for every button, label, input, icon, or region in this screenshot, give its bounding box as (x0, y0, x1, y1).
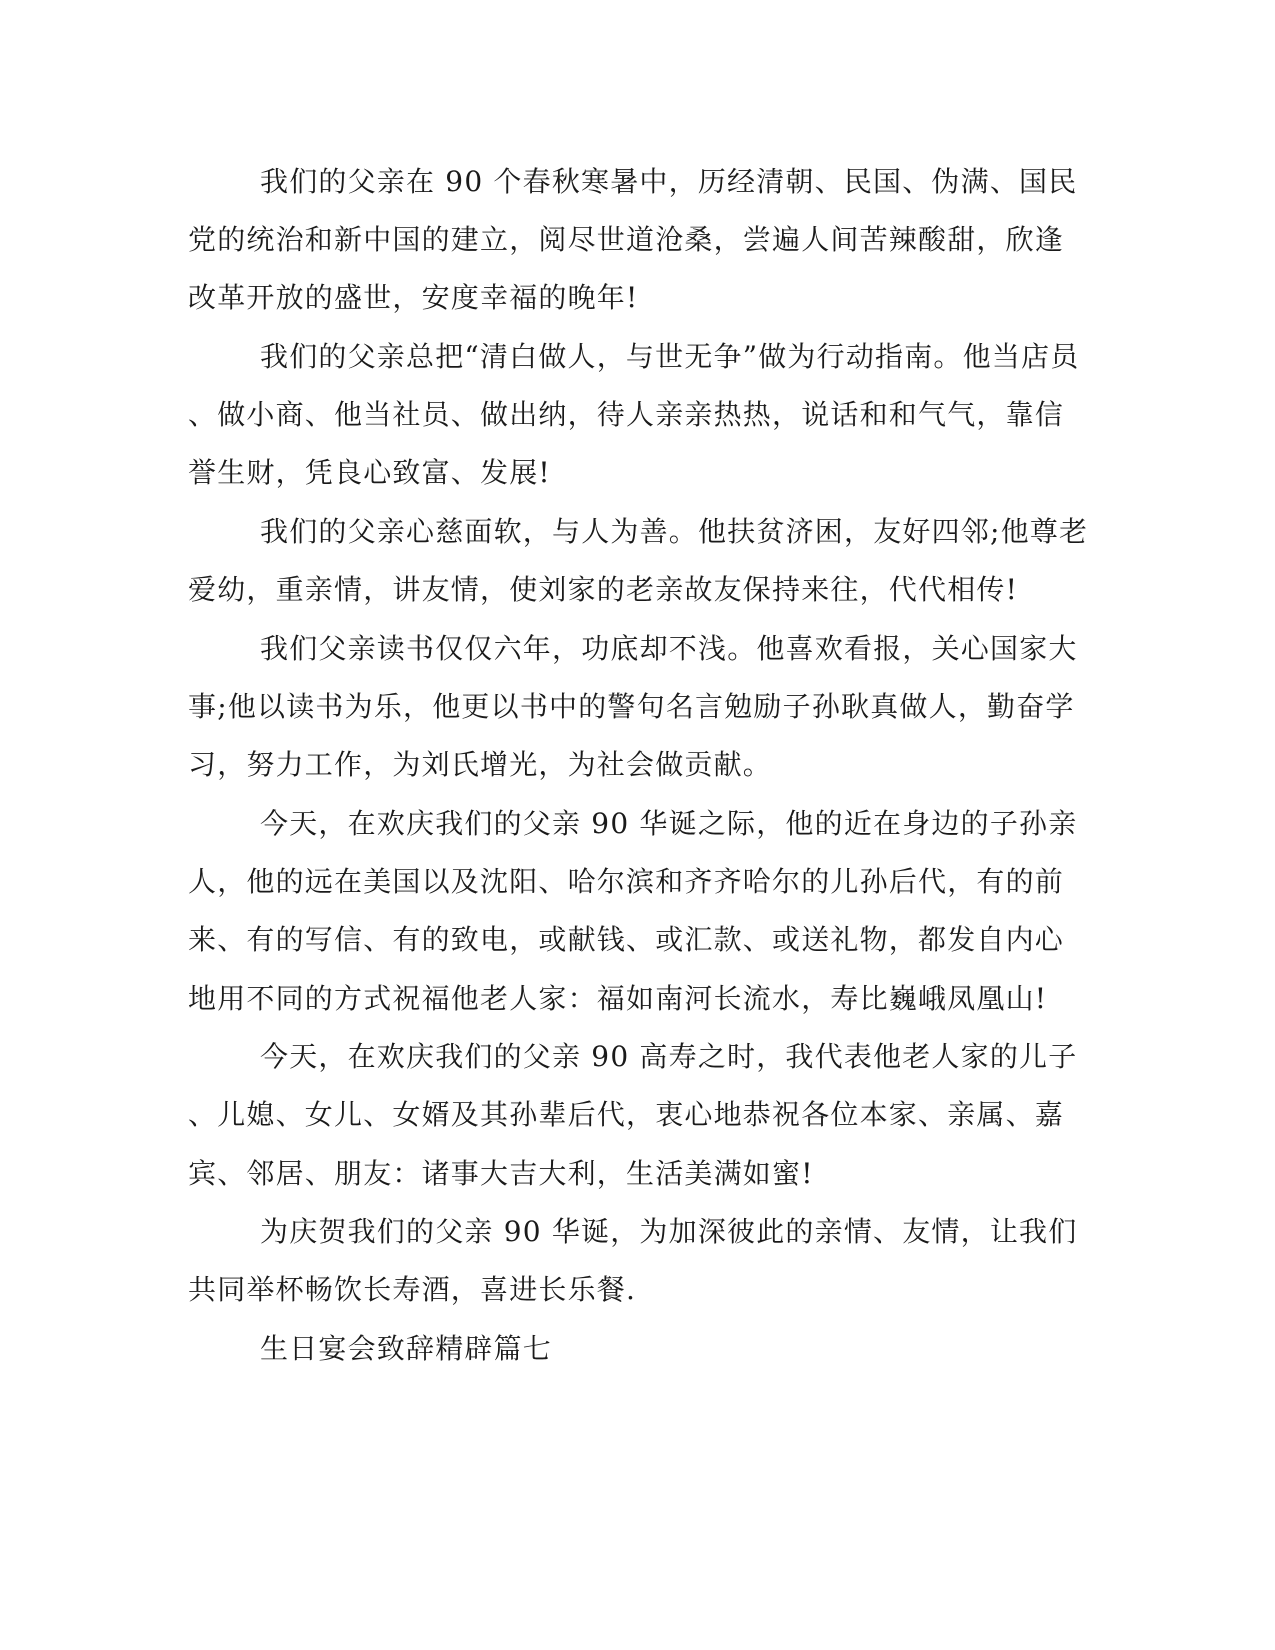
paragraph-1-line-3: 改革开放的盛世，安度幸福的晚年! (188, 281, 639, 314)
paragraph-5-line-2: 人，他的远在美国以及沈阳、哈尔滨和齐齐哈尔的儿孙后代，有的前 (188, 865, 1065, 898)
paragraph-4-line-1: 我们父亲读书仅仅六年，功底却不浅。他喜欢看报，关心国家大 (260, 632, 1078, 665)
paragraph-5-line-3: 来、有的写信、有的致电，或献钱、或汇款、或送礼物，都发自内心 (188, 923, 1065, 956)
paragraph-4-line-2: 事;他以读书为乐，他更以书中的警句名言勉励子孙耿真做人，勤奋学 (188, 690, 1075, 723)
paragraph-4-line-3: 习，努力工作，为刘氏增光，为社会做贡献。 (188, 748, 773, 781)
paragraph-1-line-1: 我们的父亲在 90 个春秋寒暑中，历经清朝、民国、伪满、国民 (260, 165, 1078, 198)
paragraph-7-line-2: 共同举杯畅饮长寿酒，喜进长乐餐. (188, 1273, 637, 1306)
paragraph-6-line-3: 宾、邻居、朋友：诸事大吉大利，生活美满如蜜! (188, 1157, 814, 1190)
paragraph-3-line-1: 我们的父亲心慈面软，与人为善。他扶贫济困，友好四邻;他尊老 (260, 515, 1089, 548)
paragraph-2-line-3: 誉生财，凭良心致富、发展! (188, 456, 551, 489)
paragraph-5-line-1: 今天，在欢庆我们的父亲 90 华诞之际，他的近在身边的子孙亲 (260, 807, 1078, 840)
section-heading: 生日宴会致辞精辟篇七 (260, 1332, 553, 1365)
paragraph-5-line-4: 地用不同的方式祝福他老人家：福如南河长流水，寿比巍峨凤凰山! (188, 982, 1048, 1015)
paragraph-2-line-2: 、做小商、他当社员、做出纳，待人亲亲热热，说话和和气气，靠信 (188, 398, 1065, 431)
paragraph-3-line-2: 爱幼，重亲情，讲友情，使刘家的老亲故友保持来往，代代相传! (188, 573, 1019, 606)
paragraph-7-line-1: 为庆贺我们的父亲 90 华诞，为加深彼此的亲情、友情，让我们 (260, 1215, 1078, 1248)
paragraph-6-line-2: 、儿媳、女儿、女婿及其孙辈后代，衷心地恭祝各位本家、亲属、嘉 (188, 1098, 1065, 1131)
paragraph-6-line-1: 今天，在欢庆我们的父亲 90 高寿之时，我代表他老人家的儿子 (260, 1040, 1078, 1073)
paragraph-2-line-1: 我们的父亲总把“清白做人，与世无争”做为行动指南。他当店员 (260, 340, 1080, 373)
paragraph-1-line-2: 党的统治和新中国的建立，阅尽世道沧桑，尝遍人间苦辣酸甜，欣逢 (188, 223, 1065, 256)
